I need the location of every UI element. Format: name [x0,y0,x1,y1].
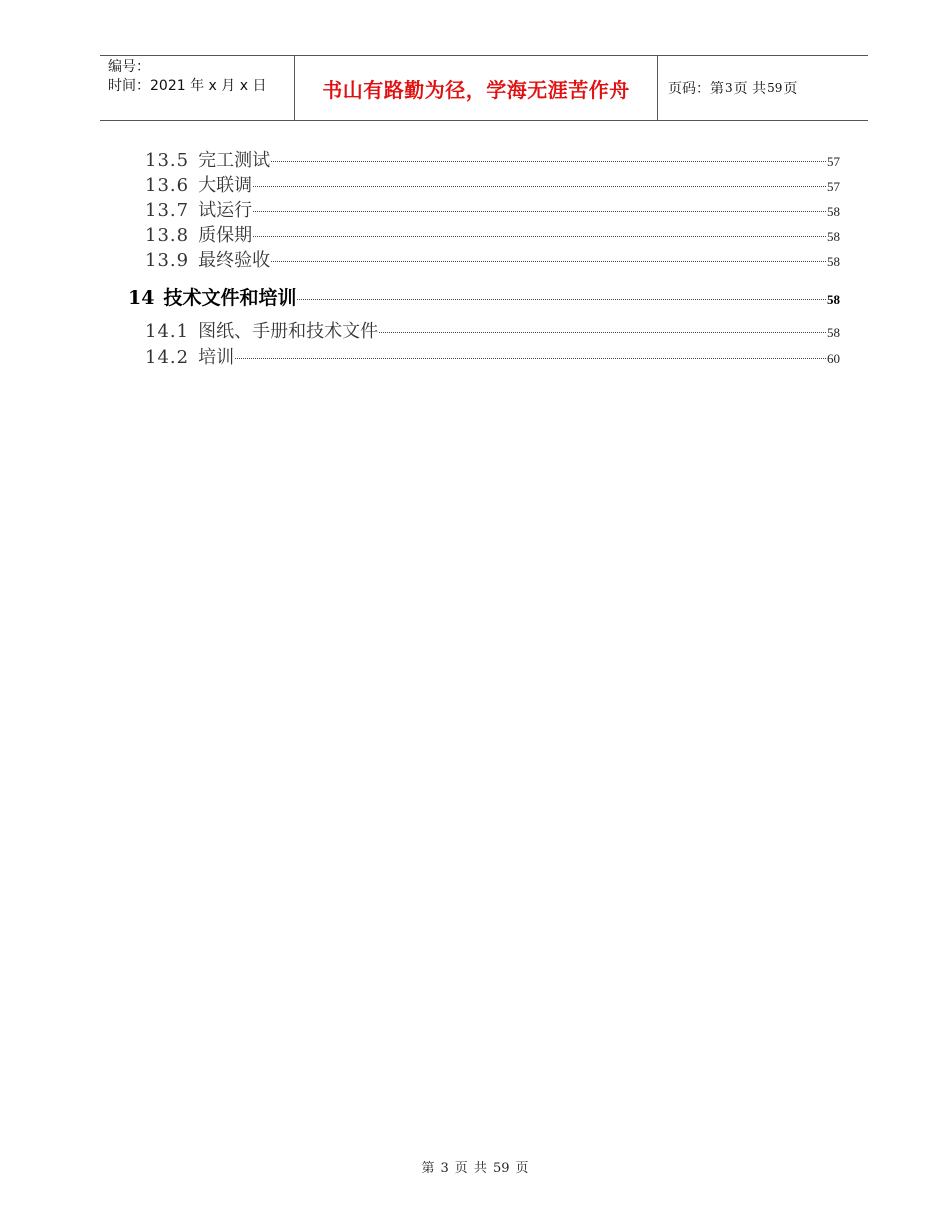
toc-entry-title: 试运行 [198,200,253,221]
toc-entry-page: 57 [827,179,840,194]
toc-entry-13-6[interactable] [145,171,840,197]
toc-leader-dots [253,211,826,212]
toc-entry-13-7[interactable] [145,196,840,222]
toc-entry-chapter-14[interactable] [128,283,840,310]
footer-suffix: 页 [515,1161,529,1176]
toc-entry-number: 13.9 [145,250,190,271]
footer-page-total: 59 [492,1161,510,1176]
header-page-mid: 页 共 [733,81,767,97]
toc-entry-title: 完工测试 [198,150,271,171]
toc-entry-number: 14.2 [145,347,190,368]
page-footer [0,1157,950,1176]
toc-chapter-page: 58 [827,292,840,307]
toc-entry-number: 13.6 [145,175,190,196]
footer-page-current: 3 [440,1161,449,1176]
toc-leader-dots [235,358,826,359]
toc-entry-number: 13.5 [145,150,190,171]
toc-entry-title: 培训 [198,347,235,368]
toc-entry-number: 14.1 [145,321,190,342]
document-date-label: 时间：2021 年 x 月 x 日 [108,78,267,94]
page-header [100,55,868,121]
footer-prefix: 第 [421,1161,435,1176]
header-meta-cell [100,56,295,120]
toc-entry-13-9[interactable] [145,246,840,272]
header-page-total: 59 [767,81,783,95]
toc-entry-number: 13.7 [145,200,190,221]
header-page-cell [658,56,868,120]
header-page-suffix: 页 [783,81,798,97]
toc-leader-dots [297,299,826,300]
toc-entry-page: 58 [827,325,840,340]
toc-leader-dots [271,261,826,262]
toc-chapter-title: 技术文件和培训 [163,287,297,309]
header-page-prefix: 页码：第 [668,81,724,97]
toc-entry-number: 13.8 [145,225,190,246]
toc-leader-dots [253,236,826,237]
toc-leader-dots [379,332,826,333]
footer-mid: 页 共 [454,1161,487,1176]
toc-entry-title: 质保期 [198,225,253,246]
header-motto-cell [295,56,658,120]
toc-entry-page: 58 [827,229,840,244]
toc-entry-title: 图纸、手册和技术文件 [198,321,379,342]
header-motto: 书山有路勤为径，学海无涯苦作舟 [322,77,630,102]
toc-entry-title: 大联调 [198,175,253,196]
toc-entry-14-1[interactable] [145,317,840,343]
toc-entry-page: 58 [827,204,840,219]
toc-entry-title: 最终验收 [198,250,271,271]
header-page-current: 3 [725,81,733,95]
toc-entry-page: 58 [827,254,840,269]
toc-chapter-number: 14 [128,287,155,309]
toc-leader-dots [271,161,826,162]
toc-entry-14-2[interactable] [145,343,840,369]
toc-entry-page: 60 [827,351,840,366]
toc-entry-13-8[interactable] [145,221,840,247]
toc-leader-dots [253,186,826,187]
toc-entry-13-5[interactable] [145,146,840,172]
toc-entry-page: 57 [827,154,840,169]
document-number-label: 编号： [108,59,150,75]
